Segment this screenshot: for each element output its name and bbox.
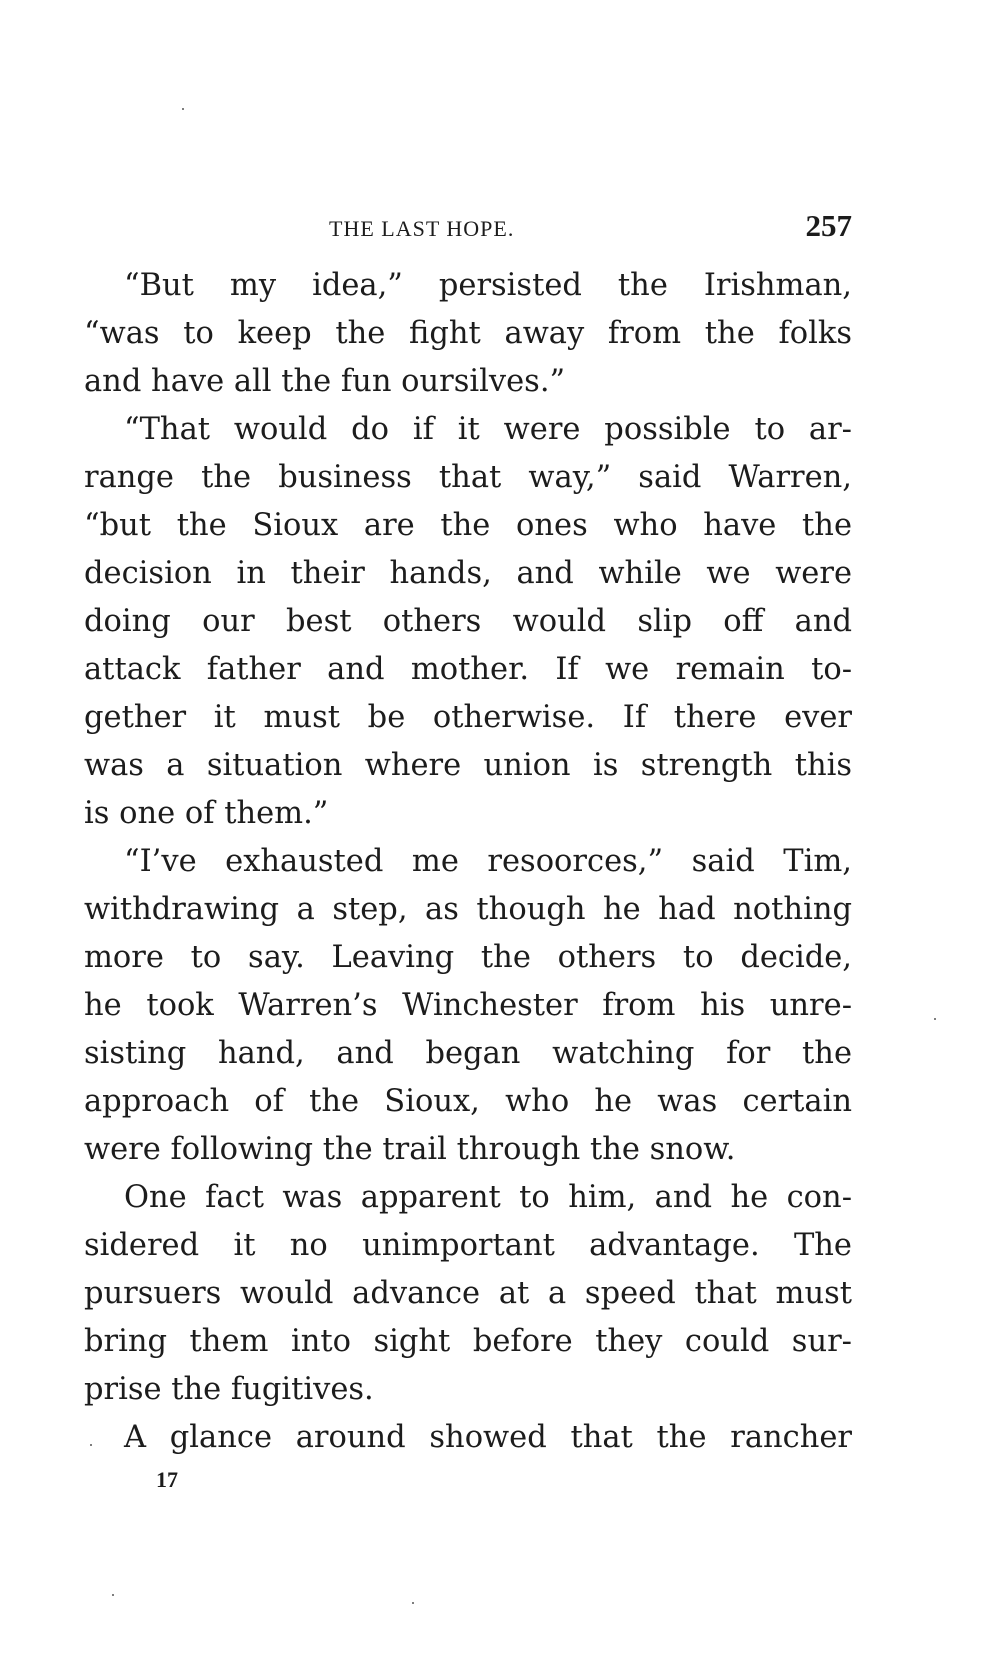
running-title: THE LAST HOPE. — [329, 216, 515, 241]
paper-speck — [412, 1602, 414, 1604]
text-line: gether it must be otherwise. If there ever — [84, 700, 852, 735]
text-line: he took Warren’s Winchester from his unre- — [84, 988, 852, 1023]
paper-speck — [112, 1594, 114, 1596]
text-line: “was to keep the fight away from the folks — [84, 316, 852, 351]
text-line: “but the Sioux are the ones who have the — [84, 508, 852, 543]
text-line: pursuers would advance at a speed that must — [84, 1276, 852, 1311]
text-line: more to say. Leaving the others to decide, — [84, 940, 852, 975]
text-line: were following the trail through the snow. — [84, 1132, 736, 1167]
paper-speck — [182, 108, 184, 110]
text-line: “But my idea,” persisted the Irishman, — [124, 268, 852, 303]
text-line: attack father and mother. If we remain to- — [84, 652, 852, 687]
text-line: is one of them.” — [84, 796, 329, 831]
paper-speck — [934, 1018, 936, 1020]
text-line: withdrawing a step, as though he had nothing — [84, 892, 852, 927]
text-line: “That would do if it were possible to ar- — [124, 412, 852, 447]
text-line: was a situation where union is strength this — [84, 748, 852, 783]
body-text — [84, 262, 852, 1462]
text-line: sisting hand, and began watching for the — [84, 1036, 852, 1071]
text-line: bring them into sight before they could sur- — [84, 1324, 852, 1359]
text-line: sidered it no unimportant advantage. The — [84, 1228, 852, 1263]
text-line: approach of the Sioux, who he was certain — [84, 1084, 852, 1119]
page-number: 257 — [805, 208, 852, 243]
paper-speck — [90, 1444, 92, 1446]
text-line: decision in their hands, and while we were — [84, 556, 852, 591]
text-line: range the business that way,” said Warren, — [84, 460, 852, 495]
text-line: One fact was apparent to him, and he con- — [124, 1180, 852, 1215]
text-line: prise the fugitives. — [84, 1372, 374, 1407]
text-line: “I’ve exhausted me resoorces,” said Tim, — [124, 844, 852, 879]
signature-mark: 17 — [156, 1467, 178, 1492]
running-head — [84, 208, 852, 248]
text-line: and have all the fun oursilves.” — [84, 364, 566, 399]
text-line: A glance around showed that the rancher — [124, 1420, 852, 1455]
text-line: doing our best others would slip off and — [84, 604, 852, 639]
